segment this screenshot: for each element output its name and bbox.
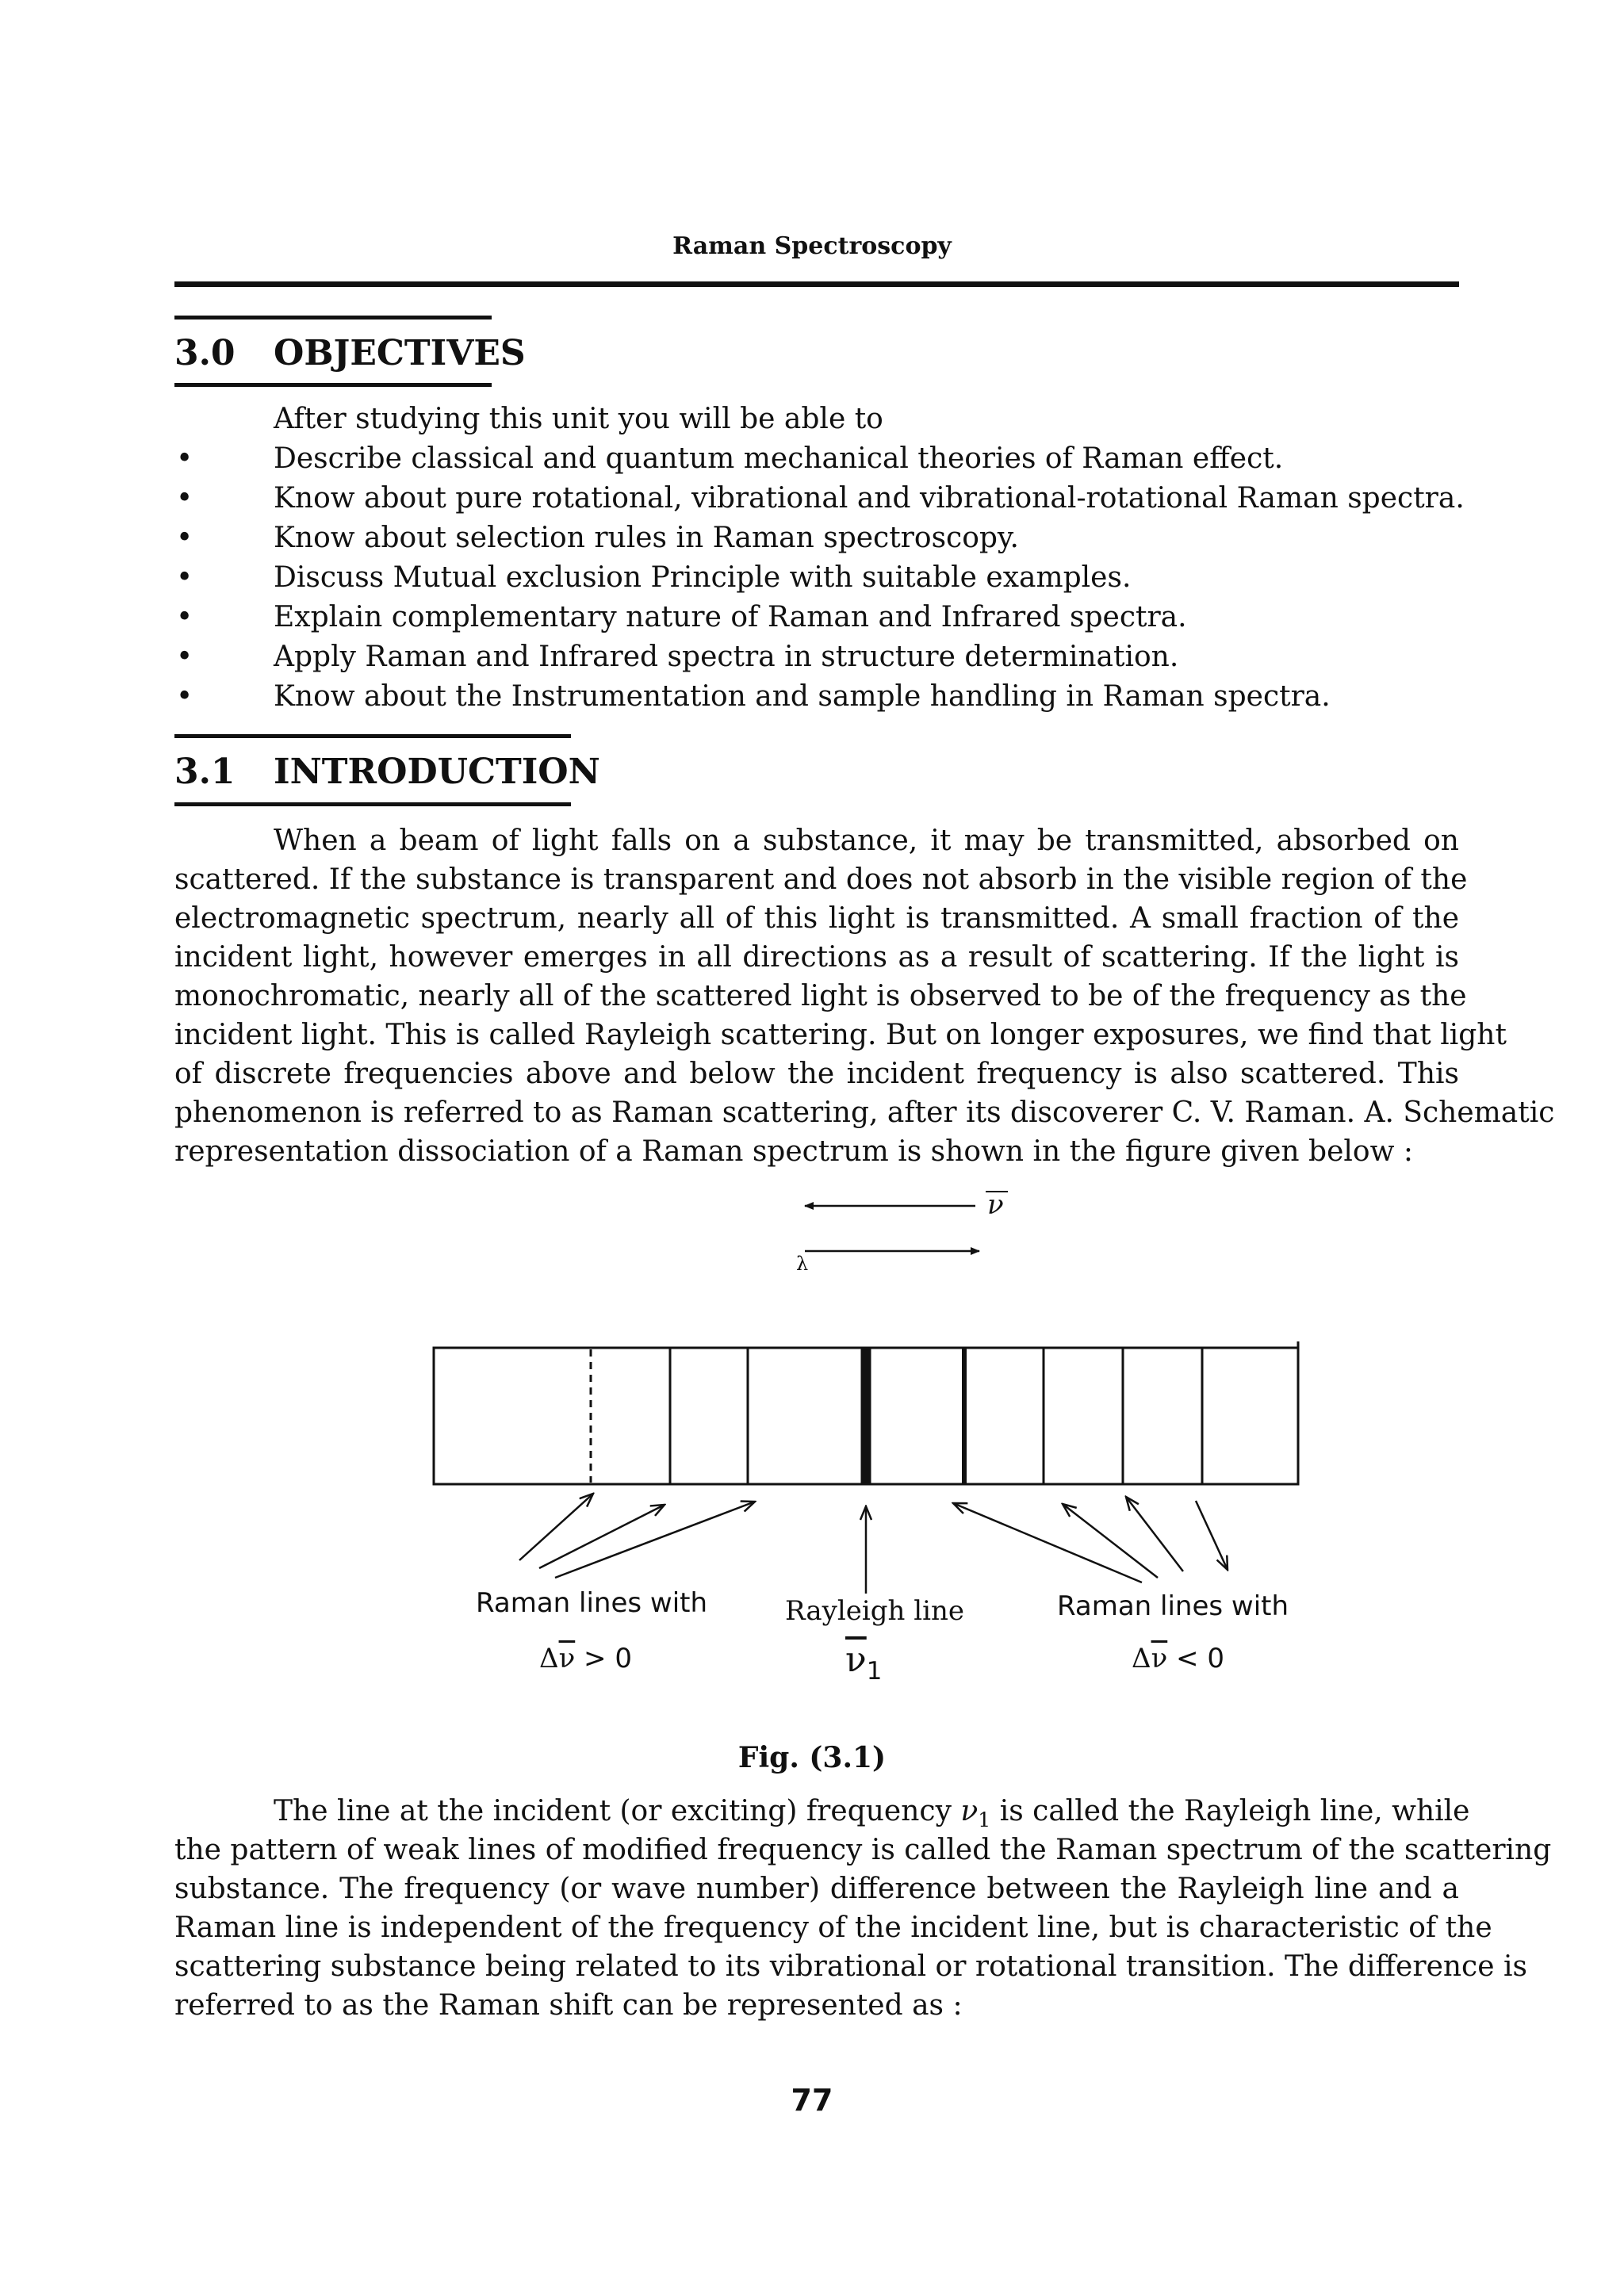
list-item: Know about the Instrumentation and sample handling in Raman spectra. xyxy=(274,680,1331,713)
subscript: 1 xyxy=(978,1808,991,1832)
paragraph-line: phenomenon is referred to as Raman scattering, after its discoverer C. V. Raman. A. Schematic xyxy=(174,1096,1555,1129)
bullet-marker: • xyxy=(176,601,193,633)
bullet-marker: • xyxy=(176,641,193,673)
paragraph-line: referred to as the Raman shift can be represented as : xyxy=(174,1989,963,2022)
delta-symbol: Δ xyxy=(539,1643,559,1674)
nu-bar-symbol: $\overline{\nu}$ xyxy=(845,1640,867,1680)
pointer-arrow xyxy=(1063,1504,1158,1578)
nu-bar-symbol: $\overline{\nu}$ xyxy=(1151,1643,1168,1674)
paragraph-line: incident light, however emerges in all directions as a result of scattering. If the light is xyxy=(174,941,1459,974)
paragraph-line: scattering substance being related to its vibrational or rotational transition. The difference is xyxy=(174,1950,1527,1983)
bullet-marker: • xyxy=(176,442,193,475)
list-item: Discuss Mutual exclusion Principle with suitable examples. xyxy=(274,561,1132,594)
pointer-arrow xyxy=(1196,1501,1228,1570)
delta-symbol: Δ xyxy=(1132,1643,1151,1674)
paragraph-line: scattered. If the substance is transparent and does not absorb in the visible region of the xyxy=(174,863,1468,896)
bullet-marker: • xyxy=(176,482,193,515)
text-run: is called the Rayleigh line, while xyxy=(990,1795,1470,1827)
right-condition xyxy=(1132,1643,1224,1674)
objectives-intro: After studying this unit you will be able to xyxy=(274,403,883,435)
list-item: Know about selection rules in Raman spectroscopy. xyxy=(274,522,1019,554)
condition-text: < 0 xyxy=(1167,1643,1224,1674)
condition-text: > 0 xyxy=(575,1643,632,1674)
center-symbol xyxy=(845,1640,882,1686)
paragraph-line: Raman line is independent of the frequency of the incident line, but is characteristic of the xyxy=(174,1911,1492,1944)
pointer-arrow xyxy=(555,1502,755,1578)
bullet-marker: • xyxy=(176,680,193,713)
section-number: 3.0 xyxy=(174,333,236,373)
list-item: Know about pure rotational, vibrational and vibrational-rotational Raman spectra. xyxy=(274,482,1465,515)
subscript: 1 xyxy=(866,1656,883,1686)
section-number: 3.1 xyxy=(174,752,236,792)
paragraph-line xyxy=(274,1795,1470,1832)
paragraph-line: the pattern of weak lines of modified frequency is called the Raman spectrum of the scattering xyxy=(174,1834,1552,1866)
left-condition xyxy=(539,1643,632,1674)
nu-bar-symbol: $\overline{\nu}$ xyxy=(558,1643,576,1674)
paragraph-line: of discrete frequencies above and below the incident frequency is also scattered. This xyxy=(174,1058,1459,1090)
left-label: Raman lines with xyxy=(476,1587,708,1619)
paragraph-line: incident light. This is called Rayleigh scattering. But on longer exposures, we find that light xyxy=(174,1019,1507,1051)
paragraph-line: electromagnetic spectrum, nearly all of this light is transmitted. A small fraction of the xyxy=(174,902,1459,935)
right-label: Raman lines with xyxy=(1057,1590,1289,1622)
pointer-arrow xyxy=(519,1494,593,1560)
pointer-arrow xyxy=(539,1505,665,1568)
section-title: OBJECTIVES xyxy=(274,333,526,373)
paragraph-line: monochromatic, nearly all of the scattered light is observed to be of the frequency as the xyxy=(174,980,1467,1012)
bullet-marker: • xyxy=(176,561,193,594)
bullet-marker: • xyxy=(176,522,193,554)
list-item: Describe classical and quantum mechanical theories of Raman effect. xyxy=(274,442,1284,475)
nu-symbol: ν xyxy=(960,1795,979,1827)
list-item: Explain complementary nature of Raman and Infrared spectra. xyxy=(274,601,1187,633)
center-label: Rayleigh line xyxy=(785,1595,964,1627)
paragraph-line: representation dissociation of a Raman spectrum is shown in the figure given below : xyxy=(174,1135,1413,1168)
list-item: Apply Raman and Infrared spectra in structure determination. xyxy=(274,641,1179,673)
figure-caption: Fig. (3.1) xyxy=(737,1741,887,1774)
paragraph-line: When a beam of light falls on a substance, it may be transmitted, absorbed on xyxy=(274,825,1459,857)
page-number: 77 xyxy=(791,2083,833,2118)
paragraph-line: substance. The frequency (or wave number) difference between the Rayleigh line and a xyxy=(174,1873,1459,1905)
lambda-symbol: λ xyxy=(796,1253,809,1275)
nu-symbol: ν xyxy=(987,1189,1004,1221)
running-header: Raman Spectroscopy xyxy=(672,232,952,260)
text-run: The line at the incident (or exciting) frequency xyxy=(274,1795,961,1827)
section-title: INTRODUCTION xyxy=(274,752,600,792)
